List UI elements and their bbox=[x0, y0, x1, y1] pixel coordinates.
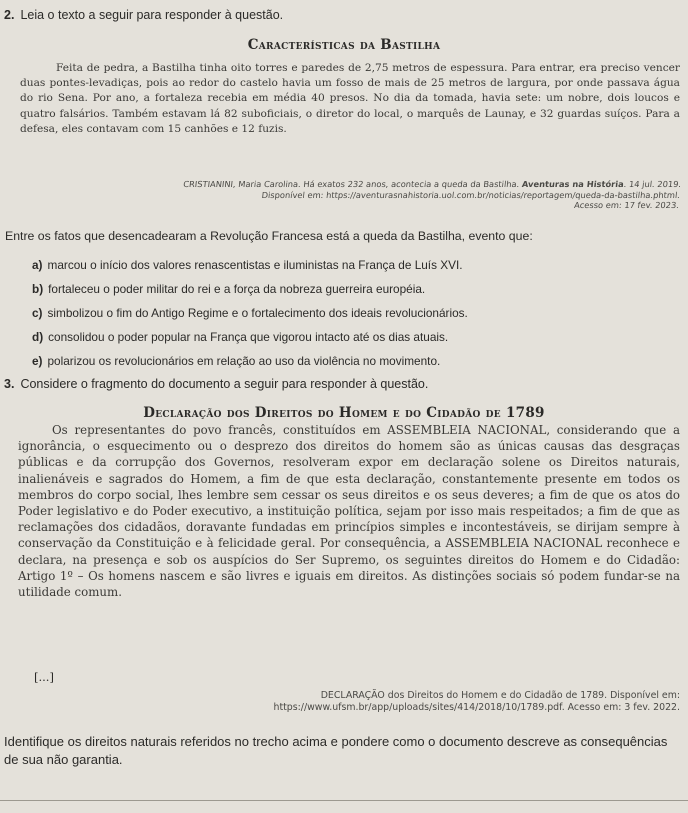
question-3-prompt-text: Considere o fragmento do documento a seguir para responder à questão. bbox=[20, 377, 429, 391]
question-3-instruction: Identifique os direitos naturais referidos no trecho acima e pondere como o documento descreve as consequências de sua não garantia. bbox=[4, 734, 668, 767]
declaration-ellipsis: [...] bbox=[34, 670, 54, 684]
bastille-citation bbox=[118, 179, 681, 211]
question-2-prompt bbox=[4, 8, 283, 23]
question-3-prompt bbox=[4, 377, 428, 392]
bastille-paragraph: Feita de pedra, a Bastilha tinha oito torres e paredes de 2,75 metros de espessura. Para entrar, era preciso vencer duas pontes-levadiças, pois ao redor do castelo havia um fosso de mais de 25 metros de largura, por onde passava água do rio Sena. Por ano, a fortaleza recebia em média 40 presos. No dia da tomada, havia sete: um nobre, dois loucos e quatro falsários. Também estavam lá 82 suboficiais, o diretor do local, o marquês de Launay, e 32 guardas suíços. Para a defesa, eles contavam com 15 canhões e 12 fuzis. bbox=[20, 62, 680, 135]
bastille-citation-author: CRISTIANINI, Maria Carolina. Há exatos 232 anos, acontecia a queda da Bastilha. bbox=[182, 179, 523, 189]
question-2-stem: Entre os fatos que desencadearam a Revolução Francesa está a queda da Bastilha, evento que: bbox=[5, 229, 533, 243]
option-d-text: consolidou o poder popular na França que vigorou intacto até os dias atuais. bbox=[48, 330, 449, 344]
option-d[interactable] bbox=[32, 330, 448, 344]
option-c-text: simbolizou o fim do Antigo Regime e o fortalecimento dos ideais revolucionários. bbox=[47, 306, 468, 320]
option-e-letter: e) bbox=[32, 354, 43, 368]
option-a[interactable] bbox=[32, 258, 463, 272]
answer-line bbox=[0, 800, 688, 801]
bastille-text-title: Características da Bastilha bbox=[247, 37, 441, 53]
bastille-citation-access: Acesso em: 17 fev. 2023. bbox=[573, 200, 680, 210]
option-b-letter: b) bbox=[32, 282, 44, 296]
declaration-paragraph: Os representantes do povo francês, constituídos em ASSEMBLEIA NACIONAL, considerando que a ignorância, o esquecimento ou o desprezo dos direitos do homem são as únicas causas das desgraças públicas e da corrupção dos Governos, resolveram expor em declaração solene os Direitos naturais, inalienáveis e sagrados do Homem, a fim de que esta declaração, constantemente presente em todos os membros do corpo social, lhes lembre sem cessar os seus direitos e os seus deveres; a fim de que os atos do Poder legislativo e do Poder executivo, a instituição política, sejam por isso mais respeitados; a fim de que as reclamações dos cidadãos, doravante fundadas em princípios simples e incontestáveis, se dirijam sempre à conservação da Constituição e à felicidade geral. Por consequência, a ASSEMBLEIA NACIONAL reconhece e declara, na presença e sob os auspícios do Ser Supremo, os seguintes direitos do Homem e do Cidadão: Artigo 1º – Os homens nascem e são livres e iguais em direitos. As distinções sociais só podem fundar-se na utilidade comum. bbox=[18, 423, 680, 600]
option-e-text: polarizou os revolucionários em relação ao uso da violência no movimento. bbox=[47, 354, 441, 368]
bastille-citation-line1 bbox=[121, 179, 682, 190]
bastille-citation-date: . 14 jul. 2019. bbox=[623, 179, 682, 189]
declaration-citation bbox=[80, 690, 680, 714]
option-e[interactable] bbox=[32, 354, 440, 368]
declaration-citation-source: DECLARAÇÃO dos Direitos do Homem e do Cidadão de 1789. Disponível em: bbox=[320, 690, 680, 701]
bastille-citation-source: Aventuras na História bbox=[521, 179, 625, 189]
question-2-prompt-text: Leia o texto a seguir para responder à questão. bbox=[20, 8, 284, 22]
declaration-citation-url: https://www.ufsm.br/app/uploads/sites/414/2018/10/1789.pdf. Acesso em: 3 fev. 2022. bbox=[273, 702, 680, 713]
option-a-letter: a) bbox=[32, 258, 43, 272]
question-2-number: 2. bbox=[4, 8, 15, 22]
option-b-text: fortaleceu o poder militar do rei e a força da nobreza guerreira européia. bbox=[48, 282, 426, 296]
question-3-number: 3. bbox=[4, 377, 15, 391]
option-d-letter: d) bbox=[32, 330, 44, 344]
bastille-citation-url: Disponível em: https://aventurasnahistoria.uol.com.br/noticias/reportagem/queda-da-bastilha.phtml. bbox=[261, 189, 681, 200]
declaration-title: Declaração dos Direitos do Homem e do Cidadão de 1789 bbox=[143, 405, 545, 421]
option-c-letter: c) bbox=[32, 306, 43, 320]
option-b[interactable] bbox=[32, 282, 425, 296]
option-c[interactable] bbox=[32, 306, 468, 320]
option-a-text: marcou o início dos valores renascentistas e iluministas na França de Luís XVI. bbox=[47, 258, 463, 272]
